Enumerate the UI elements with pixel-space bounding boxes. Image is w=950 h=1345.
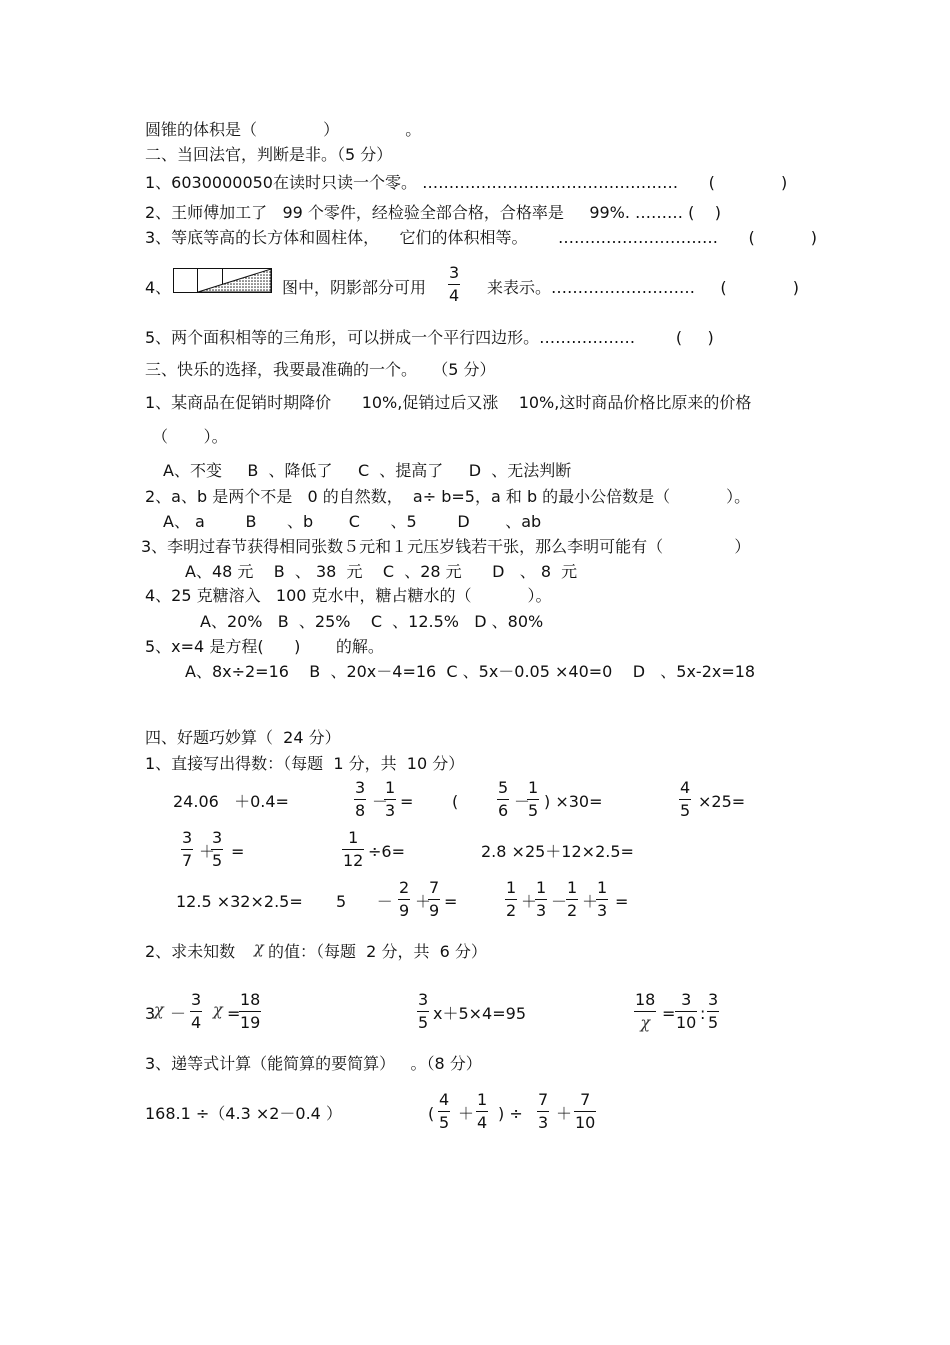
fraction: 1 3 <box>385 778 396 820</box>
fraction: 1 3 <box>536 878 547 920</box>
fraction: 1 4 <box>477 1090 488 1132</box>
fraction: 3 7 <box>182 828 193 870</box>
operator: － <box>372 792 389 811</box>
fraction: 1 2 <box>567 878 578 920</box>
fraction: 3 8 <box>355 778 366 820</box>
operator: － <box>514 792 531 811</box>
chi-symbol: χ <box>154 1000 164 1019</box>
choice-q2-options: A、 a B 、b C 、5 D 、ab <box>163 512 542 531</box>
cone-volume-line: 圆锥的体积是（ ） 。 <box>145 120 422 139</box>
fraction: 3 5 <box>418 990 429 1032</box>
judge-q4-number: 4、 <box>145 278 172 297</box>
step-calc-1: 168.1 ÷（4.3 ×2－0.4 ） <box>145 1104 342 1123</box>
choice-q2: 2、a、b 是两个不是 0 的自然数， a÷ b=5，a 和 b 的最小公倍数是（ ）。 <box>145 487 751 506</box>
operator: － <box>170 1004 187 1023</box>
fraction: 3 5 <box>708 990 719 1032</box>
calc-5-minus: 5 － <box>336 892 393 911</box>
operator: ＋ <box>582 892 599 911</box>
choice-q1-blank: （ ）。 <box>152 427 228 446</box>
fraction: 18 19 <box>240 990 261 1032</box>
eq2-tail: x＋5×4=95 <box>433 1004 527 1023</box>
paren-open: ( <box>428 1104 435 1123</box>
chi-symbol: χ <box>254 938 264 957</box>
colon: : <box>700 1004 706 1023</box>
operator: ＋ <box>199 842 216 861</box>
calc-2-8: 2.8 ×25＋12×2.5= <box>481 842 634 861</box>
step-calc-title: 3、递等式计算（能简算的要简算） 。（8 分） <box>145 1054 482 1073</box>
fraction: 1 5 <box>528 778 539 820</box>
direct-calc-title: 1、直接写出得数：（每题 1 分，共 10 分） <box>145 754 465 773</box>
fraction: 7 3 <box>538 1090 549 1132</box>
equals: = <box>444 892 458 911</box>
fraction: 1 3 <box>597 878 608 920</box>
shaded-rectangle-figure <box>173 268 273 294</box>
unknown-title-a: 2、求未知数 <box>145 942 236 961</box>
operator: － <box>551 892 568 911</box>
step-calc-2-mid: ) ÷ <box>498 1104 523 1123</box>
unknown-title-b: 的值：（每题 2 分，共 6 分） <box>268 942 487 961</box>
eq1-coef: 3 <box>145 1004 156 1023</box>
fraction: 4 5 <box>439 1090 450 1132</box>
fraction: 7 9 <box>429 878 440 920</box>
equals: = <box>615 892 629 911</box>
fraction: 1 2 <box>506 878 517 920</box>
choice-q1-options: A、不变 B 、降低了 C 、提高了 D 、无法判断 <box>163 461 572 480</box>
calc-tail: ×25= <box>698 792 746 811</box>
operator: ＋ <box>521 892 538 911</box>
paren-open: ( <box>452 792 459 811</box>
fraction: 5 6 <box>498 778 509 820</box>
calc-tail: ÷6= <box>368 842 405 861</box>
choice-q4-options: A、20% B 、25% C 、12.5% D 、80% <box>200 612 544 631</box>
choice-q5-options: A、8x÷2=16 B 、20x－4=16 C 、5x－0.05 ×40=0 D 、5x-2x=18 <box>185 662 756 681</box>
choice-q4: 4、25 克糖溶入 100 克水中，糖占糖水的（ ）。 <box>145 586 552 605</box>
section-3-title: 三、快乐的选择，我要最准确的一个。 （5 分） <box>145 360 496 379</box>
choice-q5: 5、x=4 是方程( ) 的解。 <box>145 637 384 656</box>
calc-tail: ) ×30= <box>544 792 603 811</box>
judge-q3: 3、等底等高的长方体和圆柱体， 它们的体积相等。 ………………………… ( ) <box>145 228 817 247</box>
calc-24-06: 24.06 ＋0.4= <box>173 792 289 811</box>
equals: = <box>662 1004 676 1023</box>
choice-q1: 1、某商品在促销时期降价 10%,促销过后又涨 10%,这时商品价格比原来的价格 <box>145 393 752 412</box>
fraction: 18 χ <box>635 990 656 1032</box>
judge-q1: 1、6030000050在读时只读一个零。 ………………………………………… ( ) <box>145 173 788 192</box>
judge-q4-tail: 来表示。……………………… ( ) <box>487 278 800 297</box>
fraction: 2 9 <box>399 878 410 920</box>
judge-q5: 5、两个面积相等的三角形，可以拼成一个平行四边形。……………… ( ) <box>145 328 714 347</box>
operator: ＋ <box>458 1104 475 1123</box>
fraction: 3 4 <box>191 990 202 1032</box>
judge-q2: 2、王师傅加工了 99 个零件，经检验全部合格，合格率是 99%. ……… ( ) <box>145 203 721 222</box>
chi-symbol: χ <box>213 1000 223 1019</box>
equals: = <box>231 842 245 861</box>
section-4-title: 四、好题巧妙算（ 24 分） <box>145 728 341 747</box>
judge-q4-text: 图中，阴影部分可用 <box>282 278 427 297</box>
equals: = <box>400 792 414 811</box>
fraction-three-quarters: 3 4 <box>449 263 460 305</box>
fraction: 3 5 <box>212 828 223 870</box>
section-2-title: 二、当回法官，判断是非。（5 分） <box>145 145 393 164</box>
fraction: 1 12 <box>343 828 364 870</box>
calc-12-5: 12.5 ×32×2.5= <box>176 892 303 911</box>
fraction: 4 5 <box>680 778 691 820</box>
choice-q3-options: A、48 元 B 、 38 元 C 、28 元 D 、 8 元 <box>185 562 578 581</box>
fraction: 3 10 <box>676 990 697 1032</box>
equals: = <box>227 1004 241 1023</box>
fraction: 7 10 <box>575 1090 596 1132</box>
operator: ＋ <box>556 1104 573 1123</box>
operator: ＋ <box>415 892 432 911</box>
choice-q3: 3、李明过春节获得相同张数５元和１元压岁钱若干张，那么李明可能有（ ） <box>141 537 751 556</box>
